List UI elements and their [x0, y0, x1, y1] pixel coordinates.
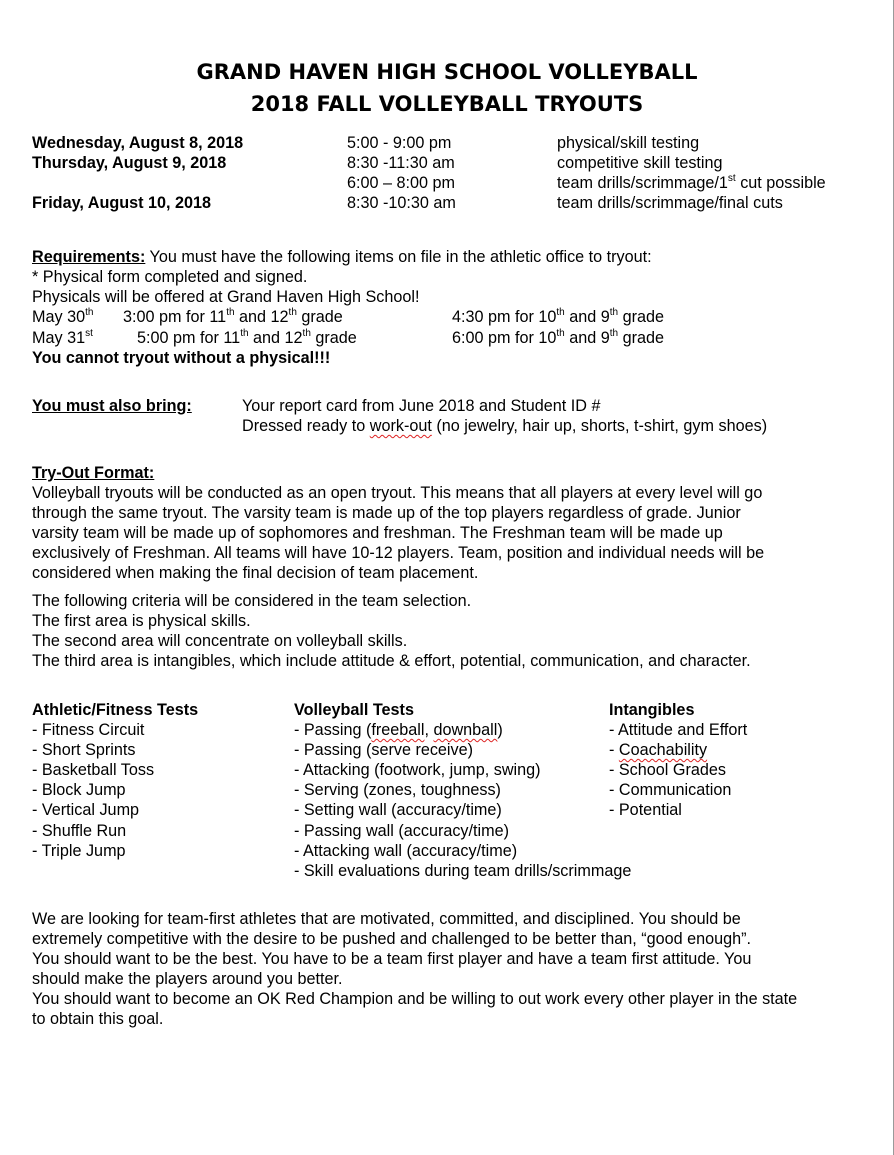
schedule-description: physical/skill testing: [557, 134, 700, 152]
superscript: th: [240, 327, 249, 339]
text: You must have the following items on file in the athletic office to tryout:: [145, 248, 652, 266]
paragraph-line: considered when making the final decision of team placement.: [32, 564, 479, 582]
intangible-item: - Communication: [609, 781, 732, 799]
paragraph-line: The second area will concentrate on volleyball skills.: [32, 632, 408, 650]
volleyball-test-item: - Attacking (footwork, jump, swing): [294, 761, 541, 779]
text: Dressed ready to: [242, 417, 370, 435]
physical-date: [32, 307, 93, 327]
text: grade: [618, 329, 664, 347]
title-line-2: 2018 FALL VOLLEYBALL TRYOUTS: [250, 92, 644, 116]
intangible-item: - Potential: [609, 801, 682, 819]
athletic-test-item: - Vertical Jump: [32, 801, 140, 819]
text: ): [497, 721, 503, 739]
paragraph-line: The following criteria will be considered in the team selection.: [32, 592, 472, 610]
text: 6:00 pm for 10: [452, 329, 557, 347]
paragraph-line: The third area is intangibles, which include attitude & effort, potential, communication, and character.: [32, 652, 751, 670]
spellcheck-word: Coachability: [618, 741, 708, 759]
intangible-item: [609, 740, 707, 760]
text: grade: [310, 329, 357, 347]
text: ,: [424, 721, 434, 739]
superscript: th: [226, 306, 235, 318]
superscript: th: [609, 327, 619, 339]
schedule-description: team drills/scrimmage/final cuts: [557, 194, 783, 212]
spellcheck-word: work-out: [369, 417, 432, 435]
text: 3:00 pm for 11: [123, 308, 227, 326]
schedule-day: Thursday, August 9, 2018: [32, 154, 227, 172]
athletic-test-item: - Block Jump: [32, 781, 126, 799]
athletic-test-item: - Shuffle Run: [32, 822, 127, 840]
volleyball-tests-heading: Volleyball Tests: [294, 701, 414, 719]
spellcheck-word: freeball: [371, 721, 425, 739]
text: team drills/scrimmage/1: [557, 174, 728, 192]
text: cut possible: [735, 174, 826, 192]
volleyball-test-item: - Skill evaluations during team drills/scrimmage: [294, 862, 632, 880]
format-heading: Try-Out Format:: [32, 464, 155, 482]
physical-date: [32, 328, 93, 348]
paragraph-line: to obtain this goal.: [32, 1010, 164, 1028]
paragraph-line: varsity team will be made up of sophomores and freshman. The Freshman team will be made up: [32, 524, 723, 542]
paragraph-line: You should want to be the best. You have to be a team first player and have a team first attitude. You: [32, 950, 752, 968]
text: (no jewelry, hair up, shorts, t-shirt, gym shoes): [431, 417, 768, 435]
volleyball-test-item: - Passing (serve receive): [294, 741, 474, 759]
text: and 9: [564, 329, 610, 347]
bring-item: Your report card from June 2018 and Student ID #: [242, 397, 601, 415]
text: -: [609, 741, 619, 759]
superscript: th: [609, 306, 619, 318]
superscript: th: [85, 306, 94, 318]
format-paragraph-1: [32, 483, 872, 583]
text: and 12: [234, 308, 289, 326]
superscript: th: [556, 327, 565, 339]
superscript: th: [302, 327, 311, 339]
volleyball-test-item: - Passing wall (accuracy/time): [294, 822, 509, 840]
requirements-intro: [32, 247, 652, 267]
bring-label: You must also bring:: [32, 397, 192, 415]
volleyball-test-item: - Attacking wall (accuracy/time): [294, 842, 518, 860]
paragraph-line: We are looking for team-first athletes that are motivated, committed, and disciplined. You should be: [32, 910, 741, 928]
title-line-1: GRAND HAVEN HIGH SCHOOL VOLLEYBALL: [196, 60, 698, 84]
paragraph-line: The first area is physical skills.: [32, 612, 251, 630]
paragraph-line: extremely competitive with the desire to be pushed and challenged to be better than, “good enough”.: [32, 930, 752, 948]
requirements-label: Requirements:: [32, 248, 146, 266]
text: 5:00 pm for 11: [137, 329, 241, 347]
text: and 9: [564, 308, 610, 326]
superscript: th: [288, 306, 297, 318]
spellcheck-word: downball: [433, 721, 498, 739]
requirement-item: Physicals will be offered at Grand Haven High School!: [32, 288, 420, 306]
text: May 31: [32, 329, 86, 347]
text: grade: [296, 308, 343, 326]
bring-item: [242, 416, 767, 436]
volleyball-test-item: [294, 720, 503, 740]
closing-paragraph: [32, 909, 872, 1029]
volleyball-test-item: - Serving (zones, toughness): [294, 781, 501, 799]
physical-slot: [452, 307, 664, 327]
schedule-time: 6:00 – 8:00 pm: [347, 174, 455, 192]
schedule-time: 8:30 -11:30 am: [347, 154, 455, 172]
paragraph-line: through the same tryout. The varsity team is made up of the top players regardless of grade. Junior: [32, 504, 741, 522]
text: 4:30 pm for 10: [452, 308, 557, 326]
format-paragraph-2: [32, 591, 872, 671]
physical-slot: [452, 328, 664, 348]
schedule-time: 8:30 -10:30 am: [347, 194, 456, 212]
athletic-test-item: - Fitness Circuit: [32, 721, 145, 739]
physical-slot: [137, 328, 357, 348]
intangible-item: - School Grades: [609, 761, 726, 779]
text: and 12: [248, 329, 303, 347]
volleyball-test-item: - Setting wall (accuracy/time): [294, 801, 502, 819]
athletic-test-item: - Triple Jump: [32, 842, 126, 860]
athletic-test-item: - Short Sprints: [32, 741, 136, 759]
schedule-description: [557, 173, 826, 193]
schedule-description: competitive skill testing: [557, 154, 723, 172]
superscript: th: [556, 306, 565, 318]
schedule-day: Friday, August 10, 2018: [32, 194, 212, 212]
intangible-item: - Attitude and Effort: [609, 721, 748, 739]
athletic-tests-heading: Athletic/Fitness Tests: [32, 701, 199, 719]
paragraph-line: You should want to become an OK Red Champion and be willing to out work every other player in the state: [32, 990, 798, 1008]
schedule-day: Wednesday, August 8, 2018: [32, 134, 244, 152]
athletic-test-item: - Basketball Toss: [32, 761, 155, 779]
requirement-item: * Physical form completed and signed.: [32, 268, 308, 286]
text: - Passing (: [294, 721, 372, 739]
paragraph-line: Volleyball tryouts will be conducted as an open tryout. This means that all players at every level will go: [32, 484, 763, 502]
superscript: st: [727, 172, 736, 184]
superscript: st: [85, 327, 93, 339]
physical-warning: You cannot tryout without a physical!!!: [32, 349, 331, 367]
schedule-time: 5:00 - 9:00 pm: [347, 134, 452, 152]
text: grade: [618, 308, 664, 326]
intangibles-heading: Intangibles: [609, 701, 695, 719]
paragraph-line: should make the players around you better.: [32, 970, 343, 988]
text: May 30: [32, 308, 86, 326]
physical-slot: [123, 307, 343, 327]
paragraph-line: exclusively of Freshman. All teams will have 10-12 players. Team, position and individual needs will be: [32, 544, 765, 562]
